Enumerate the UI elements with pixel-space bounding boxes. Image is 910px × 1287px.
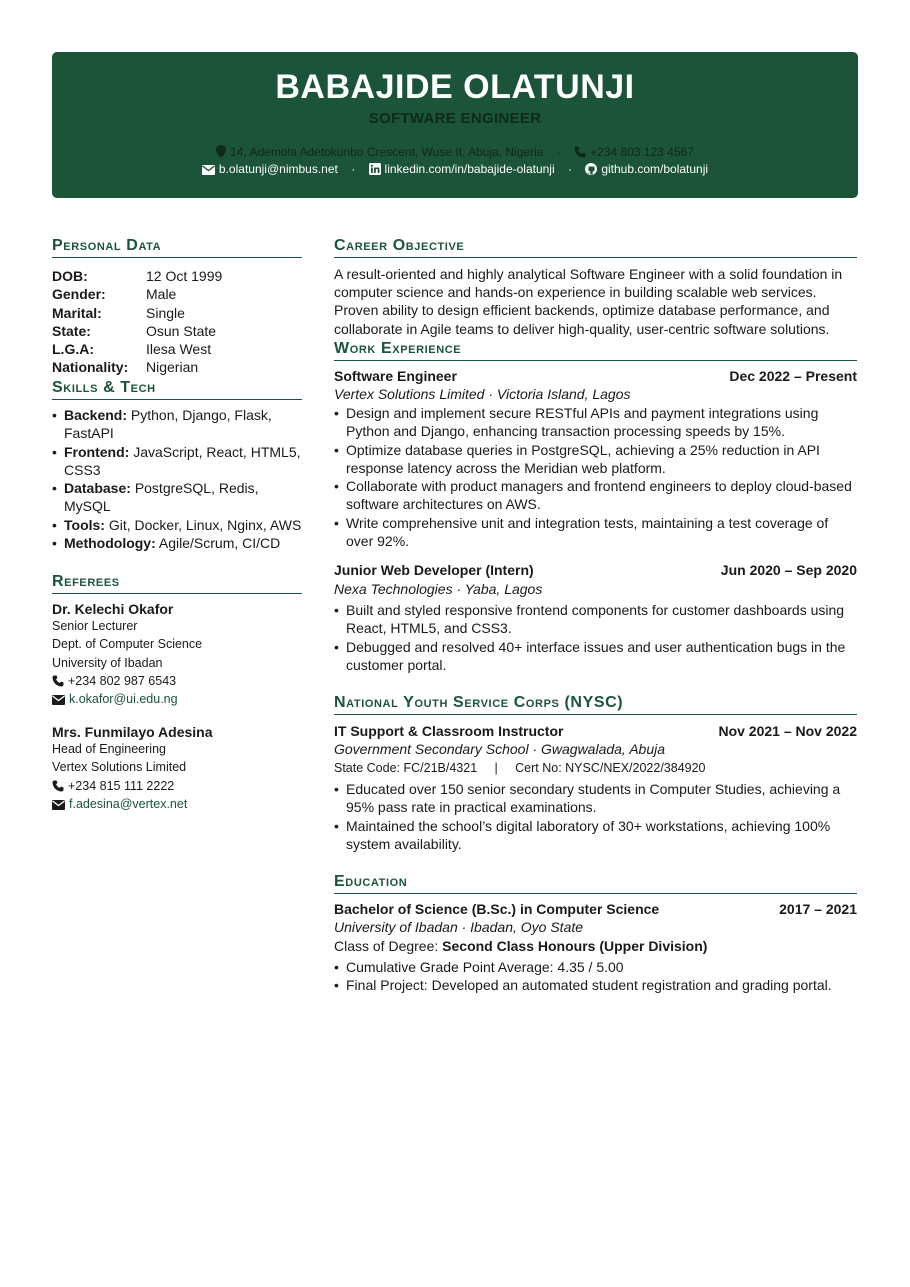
list-item xyxy=(52,406,304,443)
github-icon xyxy=(585,163,597,175)
skill-label: Database: xyxy=(64,480,131,497)
skill-label: Frontend: xyxy=(64,443,130,460)
personal-label: Nationality: xyxy=(52,359,129,375)
list-item xyxy=(52,534,304,552)
referee-name: Dr. Kelechi Okafor xyxy=(52,601,174,617)
personal-row xyxy=(52,267,222,285)
skills-list xyxy=(52,406,304,552)
personal-label: State: xyxy=(52,323,91,339)
personal-value: Male xyxy=(146,286,177,302)
referee-email-row xyxy=(52,795,302,813)
degree-class-row xyxy=(334,938,707,954)
job-bullets xyxy=(334,601,859,674)
skill-label: Methodology: xyxy=(64,535,156,552)
phone-icon xyxy=(52,780,64,792)
list-item: • Final Project: Developed an automated student registration and grading portal. xyxy=(334,976,859,994)
job-dates: Jun 2020 – Sep 2020 xyxy=(720,562,857,578)
resume-header xyxy=(52,52,858,198)
skill-value: PostgreSQL, Redis, MySQL xyxy=(64,480,259,515)
nysc-codes: State Code: FC/21B/4321 | Cert No: NYSC/NEX/2022/384920 xyxy=(334,761,706,775)
degree-class-label: Class of Degree: xyxy=(334,938,439,954)
referee-name: Mrs. Funmilayo Adesina xyxy=(52,724,213,740)
contact-row-1 xyxy=(52,145,858,159)
phone-text: +234 803 123 4567 xyxy=(590,145,694,159)
referee-role: Senior Lecturer xyxy=(52,619,138,633)
referee-card xyxy=(52,601,302,708)
list-item: • Maintained the school’s digital laboratory of 30+ workstations, achieving 100% system availability. xyxy=(334,817,859,854)
phone-icon xyxy=(574,146,586,158)
referee-phone: +234 815 111 2222 xyxy=(68,778,175,793)
degree-class-value: Second Class Honours (Upper Division) xyxy=(442,938,708,954)
personal-row xyxy=(52,322,216,340)
job-title: Junior Web Developer (Intern) xyxy=(334,562,534,578)
contact-row-2 xyxy=(52,162,858,176)
personal-row xyxy=(52,304,185,322)
referee-role: Head of Engineering xyxy=(52,742,166,756)
referee-phone: +234 802 987 6543 xyxy=(68,673,177,688)
list-item: • Built and styled responsive frontend components for customer dashboards using React, HTML5, and CSS3. xyxy=(334,601,859,638)
career-objective-text: A result-oriented and highly analytical Software Engineer with a solid foundation in computer science and hands-on experience in building scalable web services. Proven ability to design efficient backends, optimize database performance, and collaborate in Agile teams to deliver high-quality, user-centric software solutions. xyxy=(334,266,843,337)
list-item: • Design and implement secure RESTful APIs and payment integrations using Python and Django, enhancing transaction processing speeds by 15%. xyxy=(334,404,859,441)
personal-label: Marital: xyxy=(52,305,102,321)
envelope-icon xyxy=(52,695,65,705)
personal-row xyxy=(52,285,176,303)
personal-value: Nigerian xyxy=(146,359,199,375)
job-title: Software Engineer xyxy=(334,368,457,384)
work-experience-heading: Work Experience xyxy=(334,340,857,361)
skill-value: Agile/Scrum, CI/CD xyxy=(158,535,281,552)
education-heading: Education xyxy=(334,873,857,894)
list-item: • Optimize database queries in PostgreSQL, achieving a 25% reduction in API response latency across the Meridian web platform. xyxy=(334,441,859,478)
job-bullets xyxy=(334,404,859,550)
nysc-dates: Nov 2021 – Nov 2022 xyxy=(718,723,857,739)
degree-title: Bachelor of Science (B.Sc.) in Computer Science xyxy=(334,901,660,917)
personal-row xyxy=(52,358,198,376)
job-dates: Dec 2022 – Present xyxy=(729,368,857,384)
personal-value: Osun State xyxy=(146,323,217,339)
phone-icon xyxy=(52,675,64,687)
personal-value: Ilesa West xyxy=(146,341,212,357)
education-dates: 2017 – 2021 xyxy=(779,901,857,917)
personal-label: Gender: xyxy=(52,286,106,302)
referee-org: University of Ibadan xyxy=(52,655,163,670)
address-text: 14, Ademola Adetokunbo Crescent, Wuse II, Abuja, Nigeria xyxy=(230,145,544,159)
envelope-icon xyxy=(202,165,215,175)
list-item: • Educated over 150 senior secondary students in Computer Studies, achieving a 95% pass rate in practical examinations. xyxy=(334,780,859,817)
personal-label: DOB: xyxy=(52,268,88,284)
list-item xyxy=(52,479,304,516)
nysc-bullets xyxy=(334,780,859,853)
skills-heading: Skills & Tech xyxy=(52,379,302,400)
linkedin-link[interactable]: linkedin.com/in/babajide-olatunji xyxy=(384,162,555,176)
education-institution: University of Ibadan · Ibadan, Oyo State xyxy=(334,919,584,935)
referee-email-row xyxy=(52,690,302,708)
referees-heading: Referees xyxy=(52,573,302,594)
referee-org: Vertex Solutions Limited xyxy=(52,760,187,775)
personal-value: 12 Oct 1999 xyxy=(146,268,223,284)
skill-label: Tools: xyxy=(64,516,105,533)
nysc-heading: National Youth Service Corps (NYSC) xyxy=(334,694,857,715)
candidate-title: SOFTWARE ENGINEER xyxy=(368,110,542,127)
github-link[interactable]: github.com/bolatunji xyxy=(601,162,709,176)
job-organization: Vertex Solutions Limited · Victoria Island, Lagos xyxy=(334,386,631,402)
referee-phone-row xyxy=(52,672,302,690)
linkedin-icon xyxy=(369,163,381,175)
email-link[interactable]: b.olatunji@nimbus.net xyxy=(218,162,338,176)
referee-email-link[interactable]: f.adesina@vertex.net xyxy=(69,796,188,811)
list-item: • Write comprehensive unit and integration tests, maintaining a test coverage of over 92%. xyxy=(334,514,859,551)
list-item: • Cumulative Grade Point Average: 4.35 / 5.00 xyxy=(334,958,859,976)
skill-value: Python, Django, Flask, FastAPI xyxy=(64,407,272,442)
map-marker-icon xyxy=(216,145,226,158)
nysc-organization: Government Secondary School · Gwagwalada, Abuja xyxy=(334,741,665,757)
separator-dot: · xyxy=(567,162,572,176)
referee-card xyxy=(52,724,302,813)
personal-label: L.G.A: xyxy=(52,341,94,357)
personal-data-heading: Personal Data xyxy=(52,237,302,258)
skill-value: JavaScript, React, HTML5, CSS3 xyxy=(64,443,301,478)
candidate-name: BABAJIDE OLATUNJI xyxy=(275,68,635,106)
skill-value: Git, Docker, Linux, Nginx, AWS xyxy=(108,516,302,533)
career-objective-heading: Career Objective xyxy=(334,237,857,258)
list-item: • Collaborate with product managers and frontend engineers to deploy cloud-based software architectures on AWS. xyxy=(334,477,859,514)
separator-dot: · xyxy=(556,145,561,159)
envelope-icon xyxy=(52,800,65,810)
personal-value: Single xyxy=(146,305,185,321)
skill-label: Backend: xyxy=(64,407,128,423)
referee-phone-row xyxy=(52,777,302,795)
job-organization: Nexa Technologies · Yaba, Lagos xyxy=(334,581,543,597)
list-item xyxy=(52,516,304,534)
list-item: • Debugged and resolved 40+ interface issues and user authentication bugs in the customer portal. xyxy=(334,638,859,675)
education-bullets xyxy=(334,958,859,995)
list-item xyxy=(52,443,304,480)
referee-email-link[interactable]: k.okafor@ui.edu.ng xyxy=(69,692,178,707)
referee-dept: Dept. of Computer Science xyxy=(52,637,203,652)
personal-row xyxy=(52,340,211,358)
separator-dot: · xyxy=(351,162,356,176)
nysc-role-title: IT Support & Classroom Instructor xyxy=(334,723,564,739)
